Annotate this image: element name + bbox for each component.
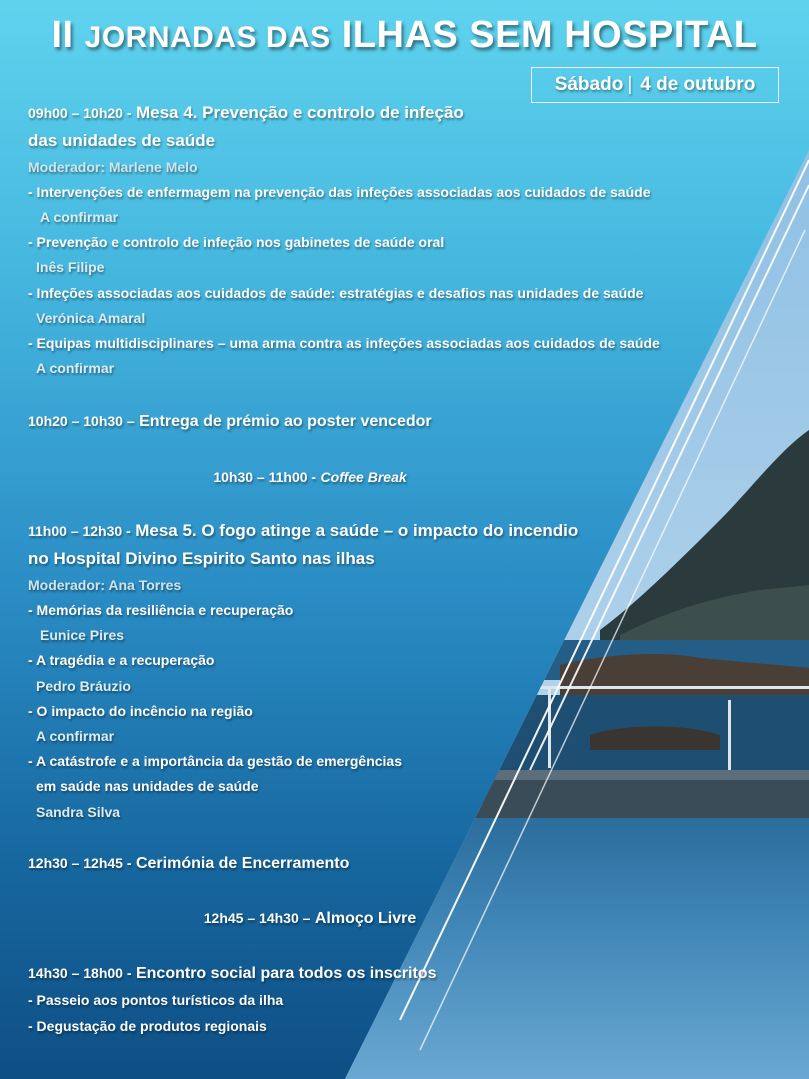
closing-item: 12h30 – 12h45 - Cerimónia de Encerramento	[28, 855, 350, 872]
session-mesa5-heading: 11h00 – 12h30 - Mesa 5. O fogo atinge a saúde – o impacto do incendio	[28, 521, 579, 540]
coffee-break-item: 10h30 – 11h00 - Coffee Break	[213, 469, 407, 485]
session-mesa5-moderator: Moderador: Ana Torres	[28, 577, 182, 593]
talk-speaker: A confirmar	[36, 360, 115, 376]
social-activity: - Passeio aos pontos turísticos da ilha	[28, 992, 284, 1008]
talk-speaker: Pedro Bráuzio	[36, 678, 131, 694]
session-mesa4-moderator: Moderador: Marlene Melo	[28, 159, 198, 175]
talk-speaker: Eunice Pires	[40, 627, 125, 643]
award-item: 10h20 – 10h30 – Entrega de prémio ao poster vencedor	[28, 413, 432, 430]
lunch-item: 12h45 – 14h30 – Almoço Livre	[203, 910, 417, 927]
session-mesa4-heading: 09h00 – 10h20 - Mesa 4. Prevenção e controlo de infeção	[28, 103, 464, 122]
talk-title-line2: em saúde nas unidades de saúde	[36, 778, 259, 794]
date-badge: Sábado | 4 de outubro	[531, 67, 779, 103]
talk-speaker: Sandra Silva	[36, 804, 121, 820]
talk-title: - Equipas multidisciplinares – uma arma contra as infeções associadas aos cuidados de saúde	[28, 335, 660, 351]
talk-speaker: A confirmar	[36, 728, 115, 744]
page-title: II JORNADAS DAS ILHAS SEM HOSPITAL	[51, 14, 758, 56]
talk-title: - Infeções associadas aos cuidados de saúde: estratégias e desafios nas unidades de saúde	[28, 285, 644, 301]
talk-title: - A catástrofe e a importância da gestão de emergências	[28, 753, 402, 769]
session-mesa4-heading-line2: das unidades de saúde	[28, 131, 216, 150]
talk-speaker: Verónica Amaral	[36, 310, 146, 326]
session-mesa5-heading-line2: no Hospital Divino Espirito Santo nas ilhas	[28, 549, 375, 568]
social-item: 14h30 – 18h00 - Encontro social para todos os inscritos	[28, 965, 437, 982]
talk-title: - O impacto do incêncio na região	[28, 703, 253, 719]
talk-title: - Intervenções de enfermagem na prevenção das infeções associadas aos cuidados de saúde	[28, 184, 651, 200]
talk-title: - Prevenção e controlo de infeção nos gabinetes de saúde oral	[28, 234, 445, 250]
talk-speaker: Inês Filipe	[36, 259, 105, 275]
talk-speaker: A confirmar	[40, 209, 119, 225]
social-activity: - Degustação de produtos regionais	[28, 1018, 267, 1034]
talk-title: - A tragédia e a recuperação	[28, 652, 215, 668]
talk-title: - Memórias da resiliência e recuperação	[28, 602, 294, 618]
